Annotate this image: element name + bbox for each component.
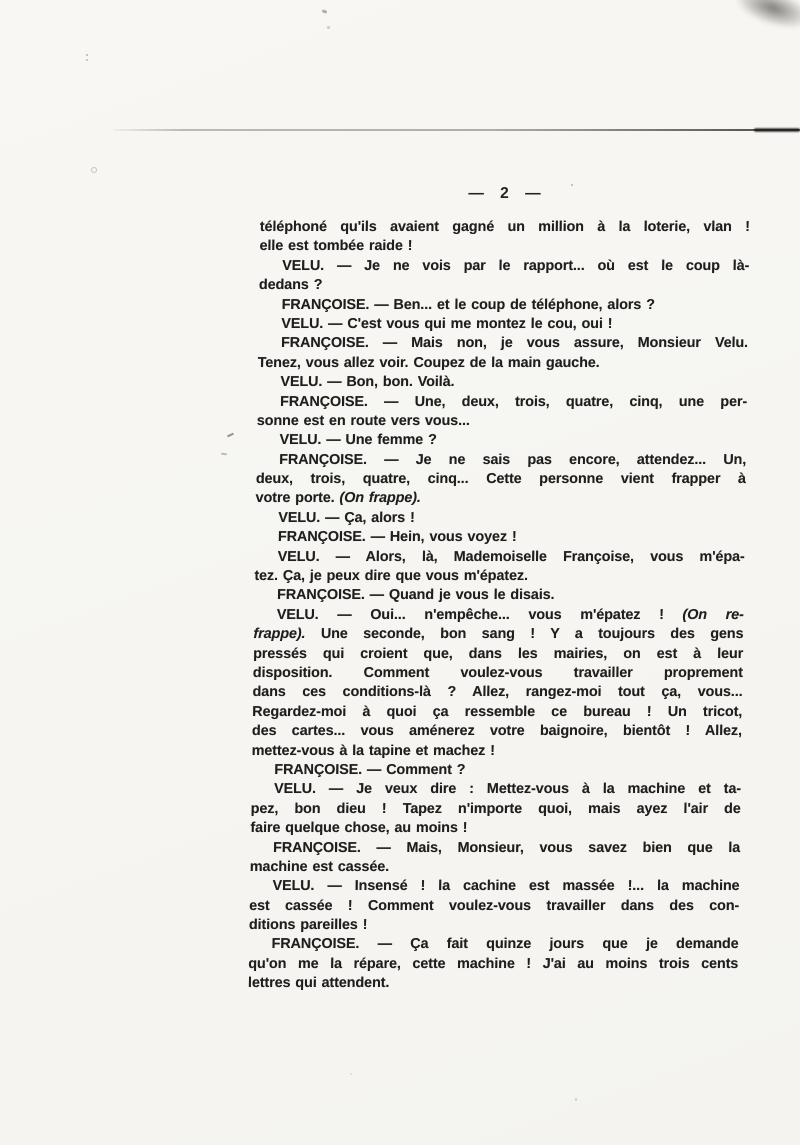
script-line: VELU. — Insensé ! la cachine est massée !... la machine <box>272 878 740 895</box>
scan-speck <box>350 1073 352 1075</box>
script-line: téléphoné qu'ils avaient gagné un million à la loterie, vlan ! <box>259 219 750 235</box>
script-line: VELU. — Oui... n'empêche... vous m'épatez ! (On re- <box>276 606 744 623</box>
script-line: FRANÇOISE. — Ben... et le coup de téléphone, alors ? <box>281 296 655 313</box>
script-line: FRANÇOISE. — Quand je vous le disais. <box>276 587 555 604</box>
script-line: des cartes... vous aménerez votre baignoire, bientôt ! Allez, <box>251 723 743 740</box>
script-line: FRANÇOISE. — Mais, Monsieur, vous savez bien que la <box>272 839 741 856</box>
script-line: VELU. — Je veux dire : Mettez-vous à la machine et ta- <box>273 781 742 798</box>
script-line: votre porte. (On frappe). <box>255 490 421 507</box>
scan-rule-end-artifact <box>754 128 800 132</box>
script-line: dans ces conditions-là ? Allez, rangez-moi tout ça, vous... <box>252 684 743 701</box>
scan-speck <box>322 9 328 14</box>
scan-rule-artifact <box>114 129 800 131</box>
script-line: pez, bon dieu ! Tapez n'importe quoi, mais ayez l'air de <box>250 800 741 817</box>
script-line: ditions pareilles ! <box>248 917 368 934</box>
script-line: VELU. — C'est vous qui me montez le cou, oui ! <box>281 315 613 332</box>
script-line: VELU. — Ça, alors ! <box>278 509 415 526</box>
script-line: VELU. — Une femme ? <box>279 432 437 449</box>
script-line: tez. Ça, je peux dire que vous m'épatez. <box>254 568 529 585</box>
script-line: FRANÇOISE. — Ça fait quinze jours que je demande <box>271 936 739 953</box>
script-line: pressés qui croient que, dans les mairies, on est à leur <box>253 645 744 662</box>
script-line: machine est cassée. <box>249 858 390 875</box>
script-line: Regardez-moi à quoi ça ressemble ce bureau ! Un tricot, <box>252 703 743 720</box>
script-line: FRANÇOISE. — Une, deux, trois, quatre, cinq, une per- <box>279 393 748 410</box>
scan-speck <box>575 1098 577 1101</box>
script-line: dedans ? <box>258 277 323 294</box>
scan-speck <box>327 26 330 29</box>
script-line: disposition. Comment voulez-vous travailler proprement <box>252 664 743 681</box>
script-line: VELU. — Alors, là, Mademoiselle Françoise, vous m'épa- <box>277 548 745 565</box>
script-line: faire quelque chose, au moins ! <box>250 820 468 837</box>
script-line: FRANÇOISE. — Comment ? <box>274 761 466 778</box>
script-line: frappe). Une seconde, bon sang ! Y a toujours des gens <box>253 626 744 643</box>
script-line: VELU. — Bon, bon. Voilà. <box>280 374 455 391</box>
script-line: lettres qui attendent. <box>247 975 390 992</box>
script-line: VELU. — Je ne vois par le rapport... où est le coup là- <box>282 257 750 274</box>
scan-speck <box>221 453 227 456</box>
script-line: FRANÇOISE. — Je ne sais pas encore, attendez... Un, <box>279 451 747 468</box>
script-line: Tenez, vous allez voir. Coupez de la main gauche. <box>257 354 600 371</box>
script-line: sonne est en route vers vous... <box>256 412 470 429</box>
script-line: elle est tombée raide ! <box>259 238 413 255</box>
scan-speck <box>227 433 234 438</box>
script-line: est cassée ! Comment voulez-vous travailler dans des con- <box>249 897 740 914</box>
text-column <box>248 218 750 994</box>
script-line: mettez-vous à la tapine et machez ! <box>251 742 495 759</box>
scan-speck <box>86 54 88 56</box>
scan-corner-smudge <box>731 0 800 36</box>
script-line: qu'on me la répare, cette machine ! J'ai au moins trois cents <box>248 955 739 972</box>
script-line: FRANÇOISE. — Hein, vous voyez ! <box>277 529 517 546</box>
page-number: — 2 — <box>468 185 542 202</box>
script-line: deux, trois, quatre, cinq... Cette personne vient frapper à <box>255 471 747 488</box>
script-line: FRANÇOISE. — Mais non, je vous assure, Monsieur Velu. <box>280 335 749 352</box>
scan-speck <box>91 167 97 173</box>
